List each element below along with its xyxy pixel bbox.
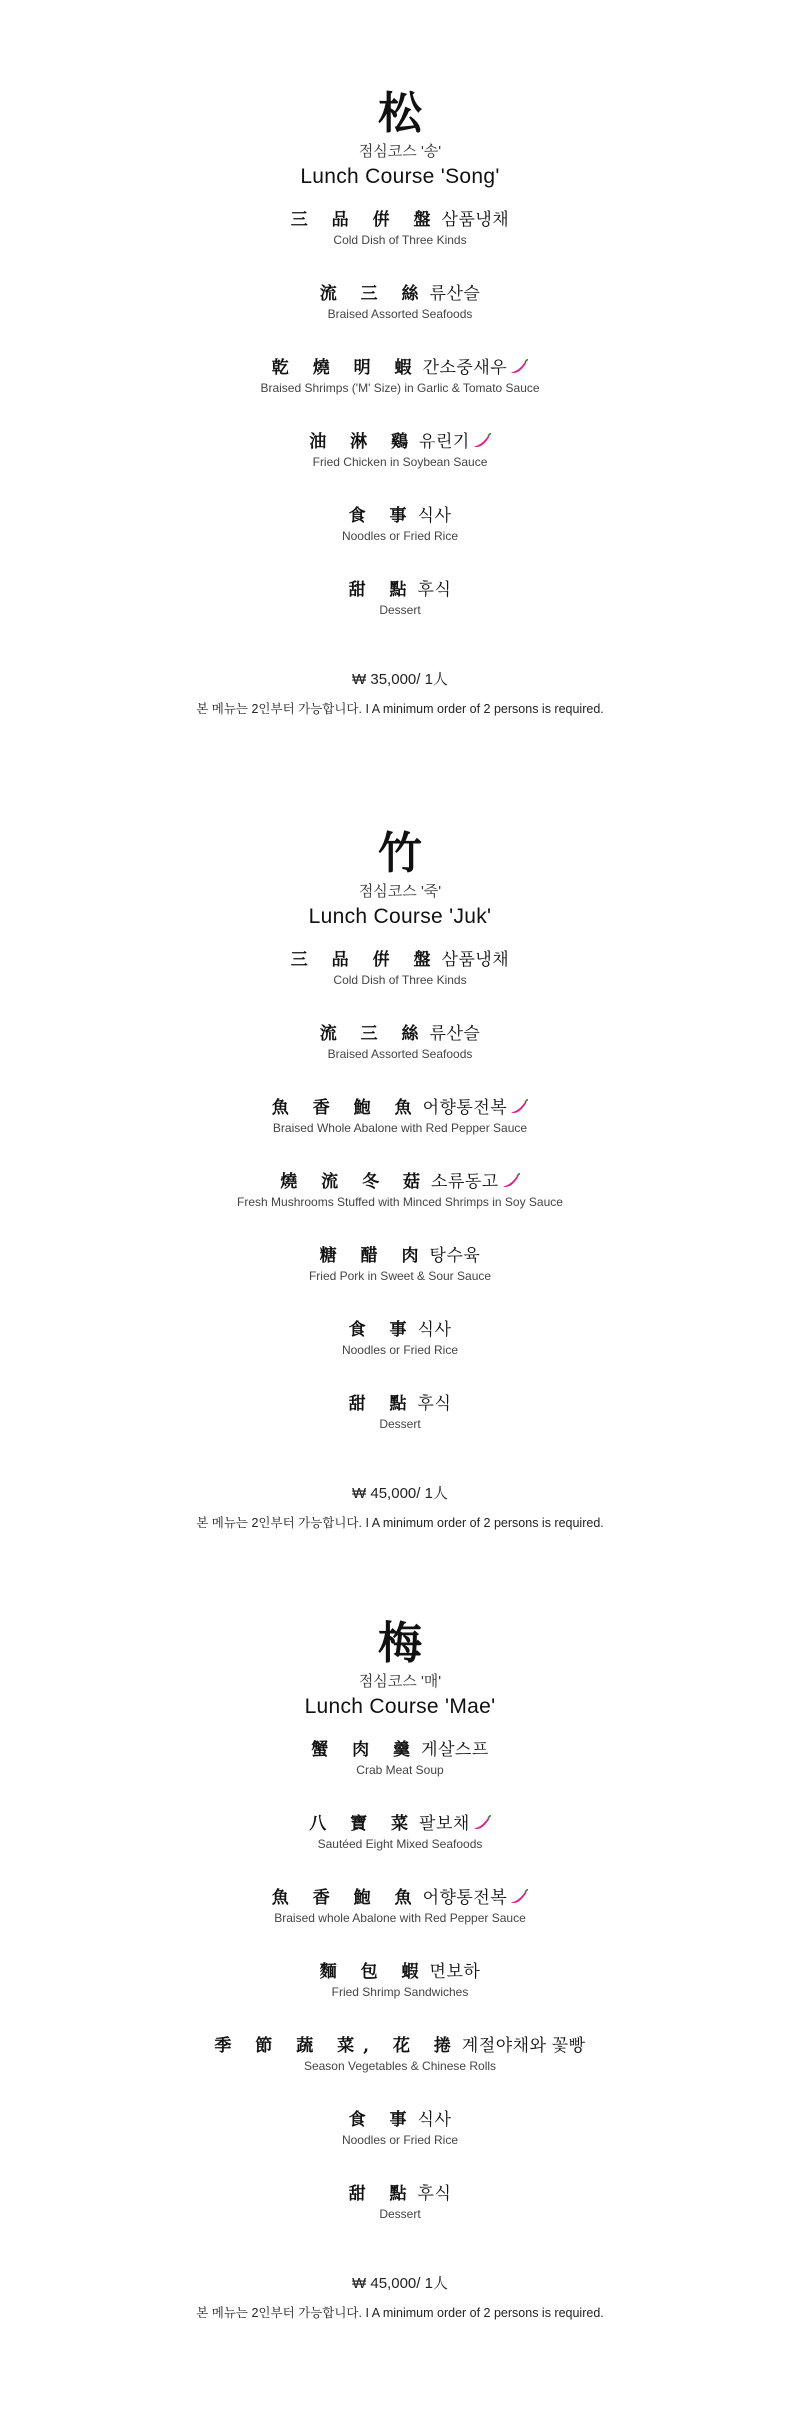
dish-korean: 후식 xyxy=(417,580,452,599)
dish-korean: 류산슬 xyxy=(429,1024,481,1043)
menu-item-title xyxy=(0,1170,800,1194)
menu-item-title xyxy=(0,430,800,454)
minimum-order-note: 본 메뉴는 2인부터 가능합니다. I A minimum order of 2 persons is required. xyxy=(196,1516,604,1530)
minimum-order-note: 본 메뉴는 2인부터 가능합니다. I A minimum order of 2 persons is required. xyxy=(196,702,604,716)
dish-english: Noodles or Fried Rice xyxy=(341,2133,459,2147)
dish-hanja: 蟹 肉 羹 xyxy=(311,1740,420,1760)
dish-korean: 어향통전복 xyxy=(422,1098,508,1117)
chili-pepper-icon xyxy=(510,1889,528,1905)
dish-hanja: 甜 點 xyxy=(348,2184,416,2204)
course-name-english: Lunch Course 'Mae' xyxy=(304,1695,496,1718)
dish-hanja: 八 寶 菜 xyxy=(309,1814,418,1834)
chili-pepper-icon xyxy=(473,433,491,449)
menu-item xyxy=(0,2108,800,2182)
dish-korean: 식사 xyxy=(417,506,452,525)
dish-korean: 후식 xyxy=(417,2184,452,2203)
menu-item xyxy=(0,1244,800,1318)
menu-item xyxy=(0,430,800,504)
course-name-english: Lunch Course 'Juk' xyxy=(308,905,492,928)
menu-item xyxy=(0,1812,800,1886)
dish-hanja: 流 三 絲 xyxy=(319,1024,428,1044)
course-price: ₩ 35,000/ 1人 xyxy=(352,671,448,688)
course-symbol: 松 xyxy=(378,88,422,139)
dish-hanja: 糖 醋 肉 xyxy=(319,1246,428,1266)
menu-item-title xyxy=(0,1318,800,1342)
dish-hanja: 三 品 倂 盤 xyxy=(290,950,440,970)
menu-item-title xyxy=(0,578,800,602)
menu-items xyxy=(0,1738,800,2256)
dish-english: Dessert xyxy=(379,2207,421,2221)
menu-item xyxy=(0,948,800,1022)
dish-hanja: 三 品 倂 盤 xyxy=(290,210,440,230)
menu-item xyxy=(0,1392,800,1466)
dish-korean: 삼품냉채 xyxy=(441,210,510,229)
course-mae xyxy=(0,1620,800,2322)
menu-item xyxy=(0,2034,800,2108)
dish-korean: 면보하 xyxy=(429,1962,481,1981)
dish-english: Dessert xyxy=(379,603,421,617)
dish-hanja: 乾 燒 明 蝦 xyxy=(271,358,421,378)
menu-items xyxy=(0,208,800,652)
dish-korean: 식사 xyxy=(417,2110,452,2129)
dish-english: Cold Dish of Three Kinds xyxy=(333,973,467,987)
menu-items xyxy=(0,948,800,1466)
menu-item xyxy=(0,1738,800,1812)
menu-item xyxy=(0,1960,800,2034)
dish-english: Braised Shrimps ('M' Size) in Garlic & Tomato Sauce xyxy=(260,381,540,395)
dish-english: Cold Dish of Three Kinds xyxy=(333,233,467,247)
dish-english: Braised Whole Abalone with Red Pepper Sauce xyxy=(272,1121,528,1135)
menu-item-title xyxy=(0,504,800,528)
menu-item-title xyxy=(0,1392,800,1416)
menu-item xyxy=(0,504,800,578)
menu-item-title xyxy=(0,948,800,972)
menu-item xyxy=(0,578,800,652)
dish-hanja: 食 事 xyxy=(348,2110,416,2130)
dish-english: Sautéed Eight Mixed Seafoods xyxy=(317,1837,483,1851)
menu-item xyxy=(0,356,800,430)
dish-korean: 탕수육 xyxy=(429,1246,481,1265)
course-price: ₩ 45,000/ 1人 xyxy=(352,2275,448,2292)
dish-hanja: 甜 點 xyxy=(348,1394,416,1414)
dish-korean: 계절야채와 꽃빵 xyxy=(461,2036,586,2055)
course-price: ₩ 45,000/ 1人 xyxy=(352,1485,448,1502)
dish-korean: 후식 xyxy=(417,1394,452,1413)
dish-korean: 어향통전복 xyxy=(422,1888,508,1907)
menu-item-title xyxy=(0,356,800,380)
dish-korean: 소류동고 xyxy=(431,1172,499,1191)
dish-hanja: 食 事 xyxy=(348,1320,416,1340)
dish-hanja: 魚 香 鮑 魚 xyxy=(271,1888,421,1908)
dish-english: Season Vegetables & Chinese Rolls xyxy=(303,2059,497,2073)
menu-item-title xyxy=(0,2182,800,2206)
course-juk xyxy=(0,830,800,1532)
dish-korean: 팔보채 xyxy=(419,1814,470,1833)
dish-hanja: 流 三 絲 xyxy=(319,284,428,304)
dish-english: Braised Assorted Seafoods xyxy=(327,1047,473,1061)
dish-english: Braised Assorted Seafoods xyxy=(327,307,473,321)
dish-english: Crab Meat Soup xyxy=(356,1763,444,1777)
course-symbol: 梅 xyxy=(378,1618,422,1669)
course-song xyxy=(0,90,800,718)
dish-english: Noodles or Fried Rice xyxy=(341,1343,459,1357)
dish-korean: 식사 xyxy=(417,1320,452,1339)
dish-english: Dessert xyxy=(379,1417,421,1431)
menu-item-title xyxy=(0,1738,800,1762)
course-name-korean: 점심코스 '송' xyxy=(358,143,442,160)
menu-item xyxy=(0,2182,800,2256)
menu-item xyxy=(0,1886,800,1960)
menu-item xyxy=(0,282,800,356)
dish-korean: 류산슬 xyxy=(429,284,481,303)
dish-korean: 유린기 xyxy=(419,432,470,451)
menu-item-title xyxy=(0,282,800,306)
dish-english: Fried Pork in Sweet & Sour Sauce xyxy=(308,1269,492,1283)
menu-item-title xyxy=(0,1022,800,1046)
dish-hanja: 季 節 蔬 菜, 花 捲 xyxy=(214,2036,460,2056)
course-name-korean: 점심코스 '매' xyxy=(358,1673,442,1690)
menu-item xyxy=(0,1096,800,1170)
menu-item-title xyxy=(0,208,800,232)
menu-item-title xyxy=(0,1812,800,1836)
menu-item-title xyxy=(0,1096,800,1120)
dish-hanja: 麵 包 蝦 xyxy=(319,1962,428,1982)
dish-hanja: 食 事 xyxy=(348,506,416,526)
menu-item-title xyxy=(0,2108,800,2132)
dish-english: Braised whole Abalone with Red Pepper Sauce xyxy=(274,1911,526,1925)
menu-item-title xyxy=(0,1886,800,1910)
dish-english: Fresh Mushrooms Stuffed with Minced Shrimps in Soy Sauce xyxy=(237,1195,563,1209)
menu-item xyxy=(0,1318,800,1392)
course-name-english: Lunch Course 'Song' xyxy=(300,165,500,188)
course-name-korean: 점심코스 '죽' xyxy=(358,883,442,900)
dish-korean: 간소중새우 xyxy=(422,358,508,377)
menu-item xyxy=(0,1170,800,1244)
chili-pepper-icon xyxy=(502,1173,520,1189)
dish-hanja: 甜 點 xyxy=(348,580,416,600)
menu-item xyxy=(0,1022,800,1096)
dish-korean: 삼품냉채 xyxy=(441,950,510,969)
menu-item-title xyxy=(0,1960,800,1984)
menu-item xyxy=(0,208,800,282)
chili-pepper-icon xyxy=(473,1815,491,1831)
dish-hanja: 油 淋 鷄 xyxy=(309,432,418,452)
dish-english: Fried Chicken in Soybean Sauce xyxy=(312,455,488,469)
chili-pepper-icon xyxy=(510,359,528,375)
dish-hanja: 魚 香 鮑 魚 xyxy=(271,1098,421,1118)
dish-english: Noodles or Fried Rice xyxy=(341,529,459,543)
dish-korean: 게살스프 xyxy=(421,1740,489,1759)
course-symbol: 竹 xyxy=(378,828,422,879)
dish-hanja: 燒 流 冬 菇 xyxy=(280,1172,430,1192)
menu-item-title xyxy=(0,1244,800,1268)
dish-english: Fried Shrimp Sandwiches xyxy=(331,1985,469,1999)
minimum-order-note: 본 메뉴는 2인부터 가능합니다. I A minimum order of 2 persons is required. xyxy=(196,2306,604,2320)
menu-item-title xyxy=(0,2034,800,2058)
chili-pepper-icon xyxy=(510,1099,528,1115)
